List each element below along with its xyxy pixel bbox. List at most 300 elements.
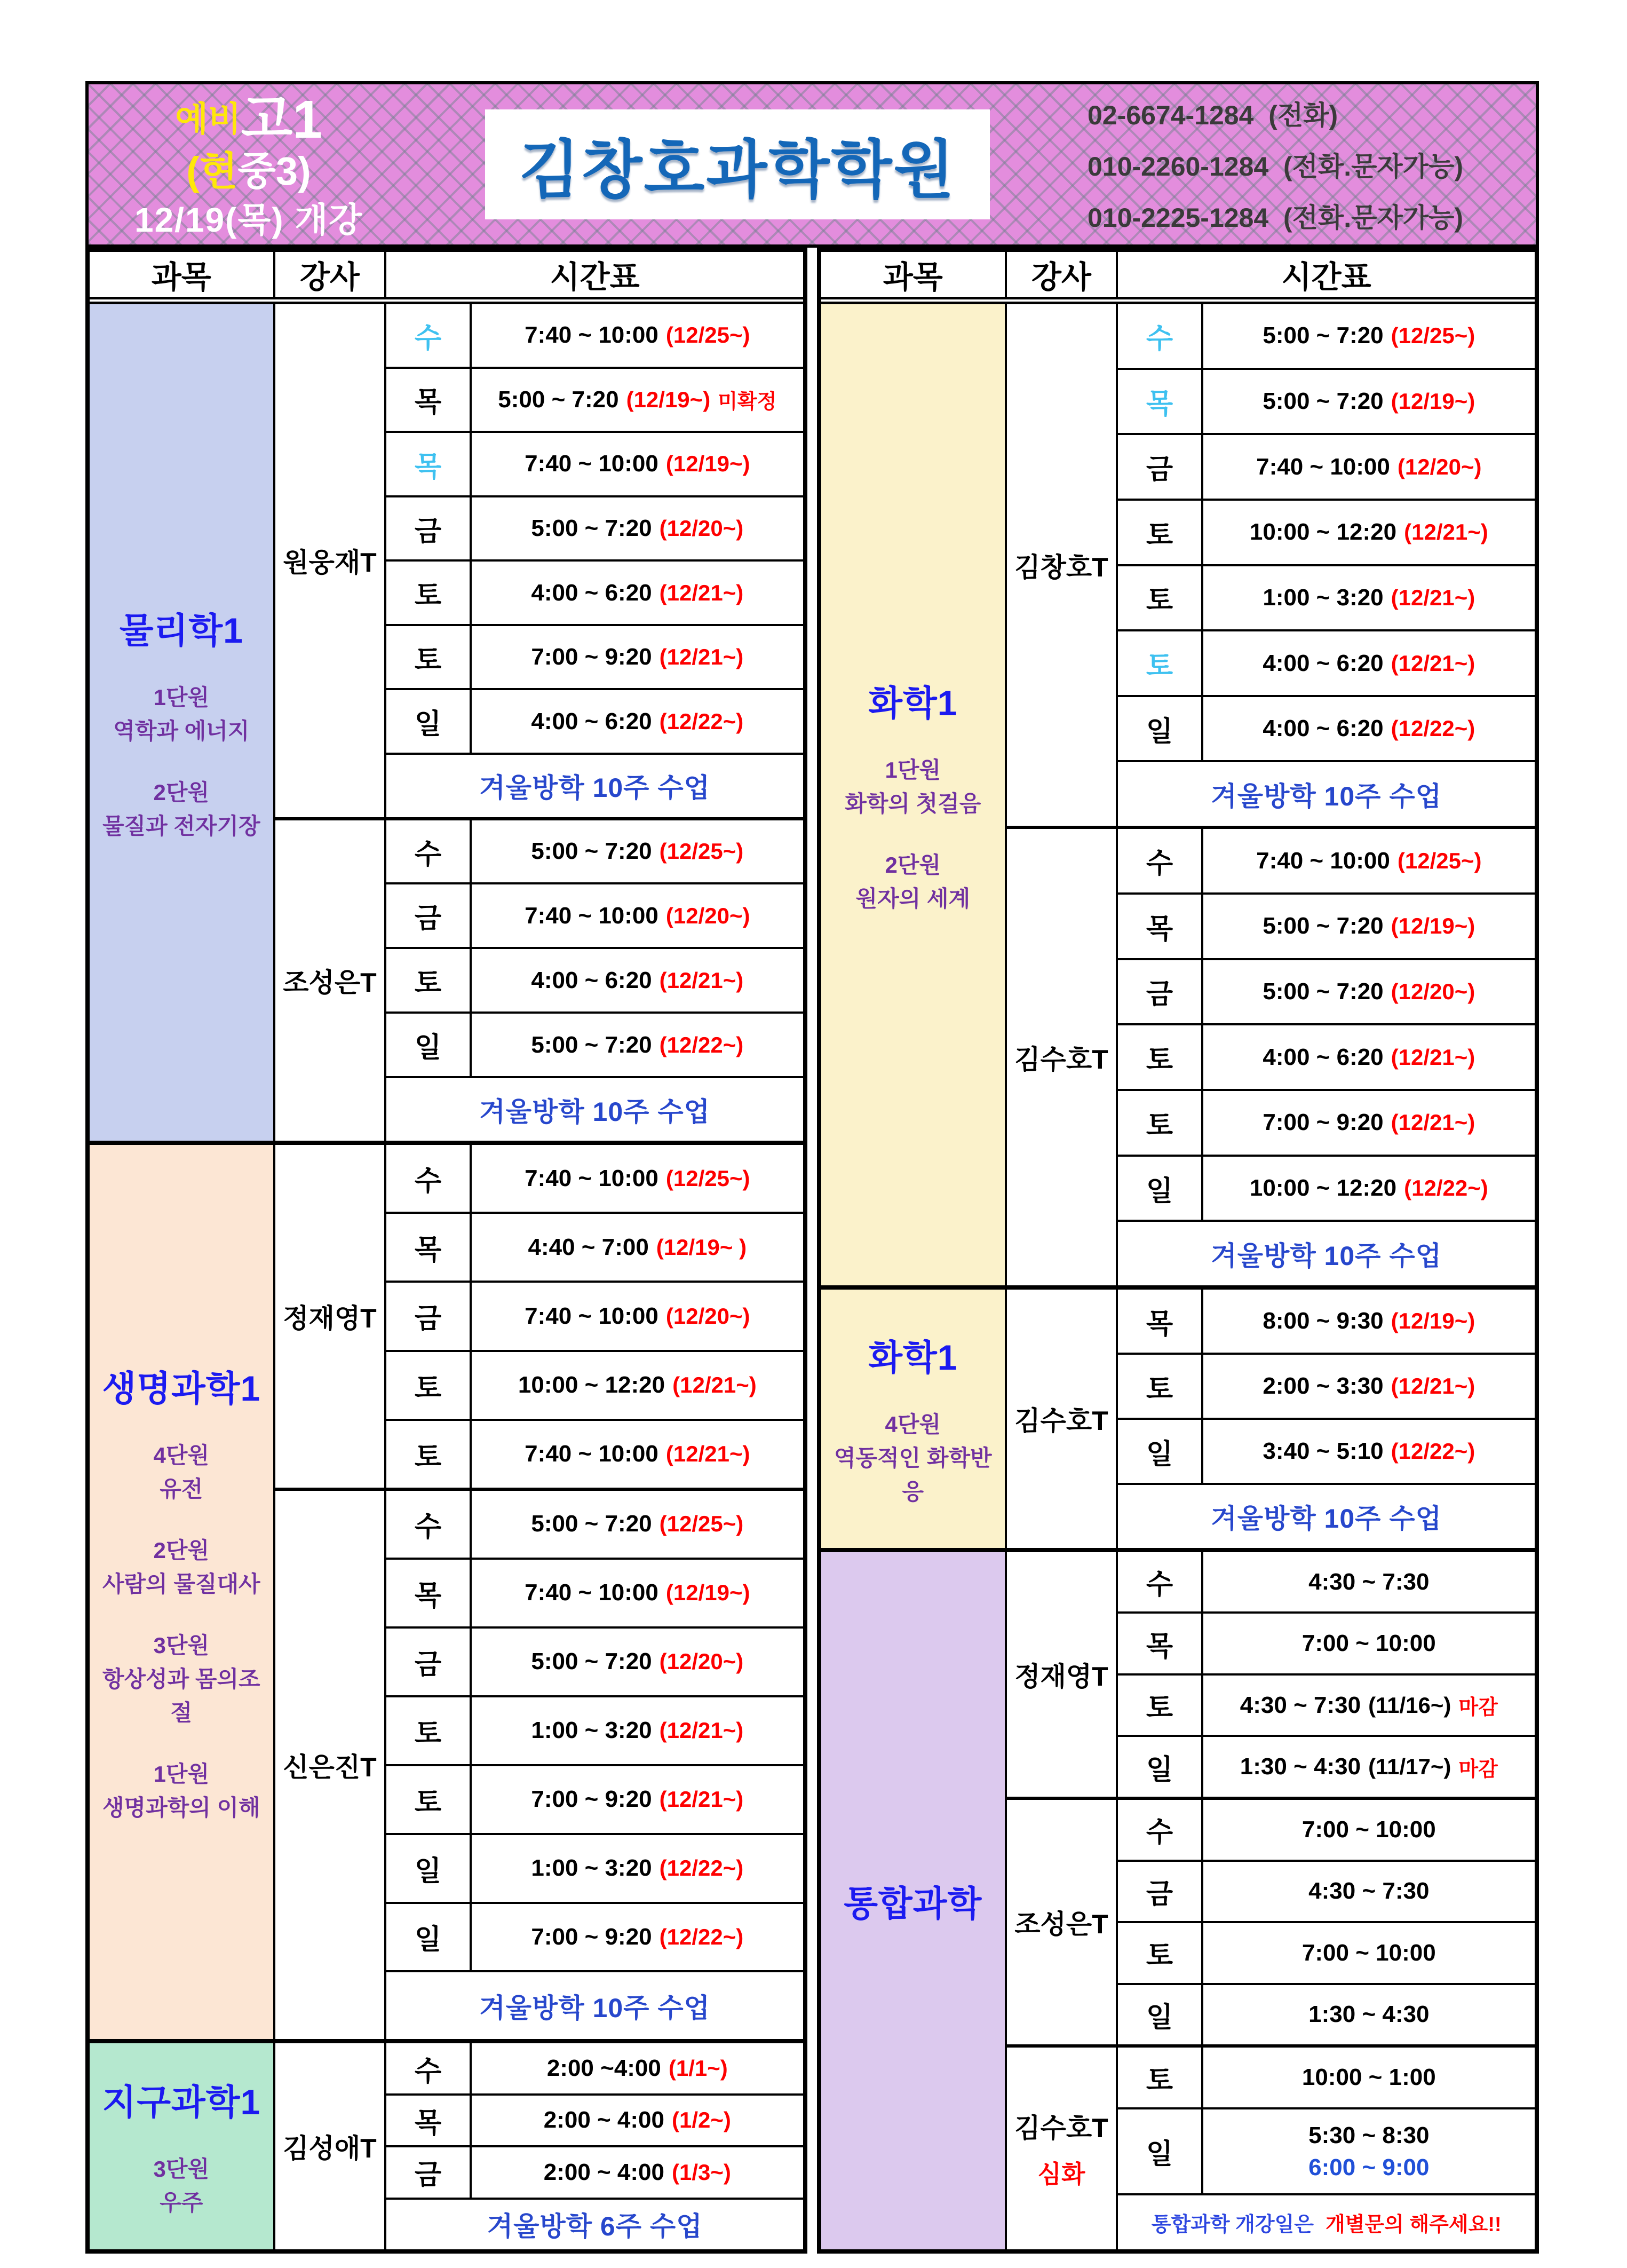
day-label: 토 (414, 968, 442, 999)
schedule-row (386, 949, 803, 1014)
time-cell (1203, 435, 1535, 499)
day-label: 금 (1146, 979, 1173, 1010)
subject-name: 지구과학1 (102, 2082, 261, 2122)
day-cell (1118, 1737, 1203, 1797)
day-cell (386, 1629, 471, 1695)
schedule-row (386, 626, 803, 691)
class-start-date: (12/20~) (1397, 454, 1482, 479)
time-cell (472, 1835, 803, 1902)
schedule-row (1118, 1091, 1535, 1157)
summary-row (1118, 1222, 1535, 1285)
day-label: 금 (414, 1303, 442, 1335)
subject-name: 통합과학 (844, 1884, 982, 1924)
day-cell (1118, 1614, 1203, 1673)
class-time: 7:40 ~ 10:00 (525, 1441, 658, 1467)
day-label: 일 (414, 1924, 442, 1956)
column-header-timetable: 시간표 (1281, 260, 1371, 295)
teacher-group (1007, 304, 1535, 829)
schedule-row (386, 1697, 803, 1766)
time-cell (472, 497, 803, 560)
summary-text: 겨울방학 10주 수업 (1211, 1240, 1442, 1271)
day-label: 목 (414, 1580, 442, 1611)
phone-note: (전화) (1268, 100, 1338, 130)
subject-unit (154, 1439, 210, 1506)
schedule-row (1118, 1290, 1535, 1355)
teacher-cell (1007, 2048, 1118, 2249)
class-time: 4:00 ~ 6:20 (1263, 650, 1384, 676)
teacher-name: 김수호T (1014, 1044, 1108, 1074)
unit-title: 사람의 물질대사 (102, 1571, 260, 1597)
schedule-rows (1118, 829, 1535, 1285)
time-cell (472, 884, 803, 947)
unit-title: 항상성과 몸의조절 (102, 1666, 260, 1725)
day-label: 일 (1146, 1175, 1173, 1207)
teacher-group (275, 1491, 803, 2039)
subject-unit (827, 1408, 999, 1508)
day-cell (386, 2043, 471, 2093)
day-cell (1118, 1800, 1203, 1860)
day-label: 토 (1146, 1373, 1173, 1405)
class-time: 10:00 ~ 12:20 (1249, 1175, 1397, 1202)
day-label: 수 (414, 2056, 442, 2087)
day-label: 토 (414, 1441, 442, 1473)
day-cell (386, 1352, 471, 1419)
schedule-row (1118, 1420, 1535, 1485)
subject-name: 화학1 (868, 1338, 958, 1378)
day-cell (1118, 1420, 1203, 1483)
time-cell (472, 2147, 803, 2197)
schedule-row (386, 1491, 803, 1560)
day-cell (1118, 370, 1203, 433)
time-cell (1203, 1737, 1535, 1797)
day-cell (386, 369, 471, 431)
schedule-row (386, 1352, 803, 1421)
teacher-cell (275, 820, 387, 1141)
time-cell (472, 1904, 803, 1971)
grade-sub-line (186, 149, 311, 194)
time-cell (472, 1697, 803, 1764)
schedule-row (386, 304, 803, 369)
summary-text: 겨울방학 10주 수업 (1211, 1503, 1442, 1534)
day-label: 금 (414, 516, 442, 547)
day-label: 목 (1146, 1308, 1173, 1340)
subject-cell (821, 1552, 1007, 2249)
time-cell (1203, 501, 1535, 564)
phone-line (1088, 94, 1536, 132)
day-cell (386, 2147, 471, 2197)
day-cell (386, 949, 471, 1011)
column-header-teacher: 강사 (1007, 252, 1118, 297)
class-time: 5:00 ~ 7:20 (531, 1031, 652, 1058)
class-time: 5:00 ~ 7:20 (1263, 322, 1384, 349)
class-time: 4:00 ~ 6:20 (1263, 1044, 1384, 1070)
note-row (1118, 2195, 1535, 2249)
time-cell (472, 1766, 803, 1833)
teacher-group (1007, 1800, 1535, 2048)
subject-unit (856, 848, 971, 915)
class-time: 4:40 ~ 7:00 (528, 1234, 649, 1260)
class-time: 4:00 ~ 6:20 (531, 967, 652, 993)
day-cell (1118, 1985, 1203, 2045)
schedule-row (386, 1145, 803, 1214)
time-cell (1203, 370, 1535, 433)
teacher-name: 김성애T (283, 2133, 377, 2164)
class-time: 7:40 ~ 10:00 (1256, 847, 1390, 874)
class-start-date: (12/19~) (626, 386, 711, 412)
day-label: 토 (1146, 2065, 1173, 2096)
schedule-row (386, 562, 803, 626)
day-cell (1118, 2048, 1203, 2107)
schedule-row (1118, 1737, 1535, 1797)
time-cell (472, 626, 803, 689)
class-time: 7:40 ~ 10:00 (525, 322, 658, 349)
column-header-timetable: 시간표 (550, 260, 640, 295)
class-start-date: (12/21~) (1391, 1373, 1475, 1399)
schedule-row (1118, 1862, 1535, 1924)
class-time: 4:00 ~ 6:20 (1263, 715, 1384, 742)
summary-text: 겨울방학 10주 수업 (479, 1993, 710, 2023)
timetable-right (817, 248, 1539, 2254)
opening-date: 12/19(목) 개강 (134, 200, 363, 239)
class-status-label: 마감 (1458, 1696, 1498, 1719)
day-cell (386, 1491, 471, 1558)
teacher-name: 원웅재T (283, 548, 377, 578)
summary-row (386, 1078, 803, 1141)
summary-cell (1118, 1485, 1535, 1548)
teacher-name: 신은진T (283, 1752, 377, 1782)
day-label: 토 (1146, 585, 1173, 617)
day-cell (386, 1014, 471, 1076)
schedule-row (386, 690, 803, 755)
class-time: 7:00 ~ 10:00 (1301, 1939, 1436, 1966)
time-cell (1203, 1985, 1535, 2045)
class-time: 2:00 ~ 3:30 (1263, 1373, 1384, 1400)
teacher-cell (1007, 304, 1118, 826)
day-label: 일 (1146, 1754, 1173, 1785)
schedule-rows (1118, 304, 1535, 826)
schedule-row (1118, 1923, 1535, 1985)
time-cell (472, 1145, 803, 1212)
day-label: 일 (414, 1032, 442, 1064)
schedule-row (1118, 697, 1535, 763)
summary-text: 겨울방학 10주 수업 (479, 773, 710, 803)
day-label: 목 (414, 387, 442, 418)
schedule-row (386, 1766, 803, 1835)
teacher-group (1007, 2048, 1535, 2249)
schedule-rows (1118, 1552, 1535, 1797)
day-cell (1118, 1157, 1203, 1220)
schedule-row (1118, 501, 1535, 566)
time-cell (1203, 2048, 1535, 2107)
teacher-group (1007, 1290, 1535, 1548)
subject-section (821, 304, 1535, 1290)
unit-label: 2단원 (885, 852, 941, 878)
day-cell (386, 562, 471, 624)
schedule-row (1118, 1157, 1535, 1222)
note-text-red: 개별문의 해주세요!! (1326, 2214, 1502, 2237)
time-cell (472, 1560, 803, 1626)
day-label: 토 (1146, 519, 1173, 551)
class-time: 8:00 ~ 9:30 (1263, 1308, 1384, 1334)
day-cell (386, 820, 471, 883)
unit-title: 유전 (160, 1476, 203, 1502)
class-time: 7:40 ~ 10:00 (525, 1165, 658, 1191)
day-cell (386, 1766, 471, 1833)
time-cell (1203, 2109, 1535, 2193)
day-label: 목 (414, 2107, 442, 2139)
class-time: 5:00 ~ 7:20 (1263, 978, 1384, 1005)
note-text-blue: 통합과학 개강일은 (1151, 2214, 1314, 2237)
teacher-name: 김창호T (1014, 552, 1108, 582)
class-time: 10:00 ~ 12:20 (1249, 519, 1397, 546)
class-start-date: (12/25~) (1397, 848, 1482, 873)
schedule-row (386, 884, 803, 949)
summary-row (1118, 762, 1535, 826)
schedule-row (386, 1014, 803, 1078)
class-time: 7:00 ~ 9:20 (531, 1923, 652, 1950)
day-cell (1118, 1552, 1203, 1612)
class-time: 5:00 ~ 7:20 (1263, 913, 1384, 939)
day-label: 일 (1146, 2139, 1173, 2170)
time-cell (1203, 1614, 1535, 1673)
time-cell (1203, 1157, 1535, 1220)
teacher-cell (1007, 1800, 1118, 2044)
class-status-label: 마감 (1458, 1758, 1498, 1781)
class-time: 7:00 ~ 9:20 (1263, 1109, 1384, 1136)
day-label: 목 (414, 451, 442, 483)
class-time: 7:40 ~ 10:00 (525, 902, 658, 929)
class-start-date: (12/19~ ) (656, 1234, 747, 1260)
teacher-name: 조성은T (283, 967, 377, 998)
tables-wrap (85, 248, 1539, 2254)
summary-row (386, 2200, 803, 2249)
schedule-row (386, 1560, 803, 1629)
teacher-cell (275, 304, 387, 817)
academy-name: 김창호과학학원 (519, 135, 956, 206)
unit-title: 생명과학의 이해 (102, 1795, 260, 1820)
schedule-row (1118, 1025, 1535, 1091)
class-time: 5:00 ~ 7:20 (1263, 388, 1384, 414)
day-cell (1118, 697, 1203, 761)
subject-section (90, 1145, 803, 2043)
time-cell (472, 949, 803, 1011)
teacher-name: 정재영T (283, 1303, 377, 1333)
summary-text: 겨울방학 10주 수업 (479, 1096, 710, 1127)
day-cell (1118, 435, 1203, 499)
summary-cell (1118, 1222, 1535, 1285)
teacher-name: 김수호T (1014, 1406, 1108, 1436)
time-cell (472, 562, 803, 624)
time-cell (472, 690, 803, 753)
teacher-group (1007, 1552, 1535, 1800)
unit-label: 1단원 (885, 757, 941, 783)
schedule-row (1118, 1614, 1535, 1676)
class-start-date: (12/21~) (1404, 519, 1488, 545)
time-cell (1203, 1091, 1535, 1155)
table-body (90, 304, 803, 2249)
subject-name: 물리학1 (119, 610, 243, 650)
class-start-date: (12/21~) (1391, 650, 1475, 676)
time-cell (472, 1629, 803, 1695)
schedule-row (1118, 829, 1535, 895)
day-cell (1118, 304, 1203, 368)
summary-cell (1118, 762, 1535, 826)
class-start-date: (12/21~) (1391, 1044, 1475, 1070)
subject-unit (102, 1534, 260, 1601)
day-label: 토 (414, 1372, 442, 1404)
class-time: 7:00 ~ 10:00 (1301, 1630, 1436, 1657)
class-start-date: (12/22~) (659, 1032, 744, 1057)
column-header-teacher: 강사 (275, 252, 387, 297)
schedule-row (386, 1214, 803, 1283)
teacher-name: 김수호T (1014, 2113, 1108, 2144)
day-cell (386, 304, 471, 367)
time-cell (1203, 1800, 1535, 1860)
time-cell (1203, 1862, 1535, 1922)
schedule-row (1118, 566, 1535, 632)
time-cell (1203, 697, 1535, 761)
unit-label: 3단원 (153, 1632, 210, 1658)
schedule-row (386, 820, 803, 885)
schedule-row (1118, 960, 1535, 1026)
subject-section (90, 2043, 803, 2249)
teacher-groups (275, 1145, 803, 2039)
schedule-row (1118, 1355, 1535, 1420)
unit-title: 화학의 첫걸음 (845, 791, 981, 816)
teacher-groups (1007, 1290, 1535, 1548)
phone-note: (전화.문자가능) (1283, 152, 1463, 181)
day-label: 수 (1146, 848, 1173, 880)
day-cell (1118, 895, 1203, 958)
teacher-group (275, 2043, 803, 2249)
class-start-date: (12/22~) (1391, 716, 1475, 741)
subject-cell (821, 1290, 1007, 1548)
class-start-date: (12/19~) (665, 451, 750, 477)
day-label: 목 (1146, 913, 1173, 945)
time-cell (1203, 631, 1535, 695)
schedule-row (386, 1629, 803, 1697)
schedule-rows (1118, 1800, 1535, 2044)
day-label: 토 (414, 1787, 442, 1818)
teacher-groups (275, 2043, 803, 2249)
class-start-date: (12/22~) (659, 708, 744, 734)
class-time: 5:30 ~ 8:30 (1308, 2122, 1430, 2149)
class-time: 1:00 ~ 3:20 (531, 1717, 652, 1744)
time-cell (1203, 1923, 1535, 1983)
summary-text: 겨울방학 6주 수업 (487, 2211, 703, 2242)
day-cell (1118, 960, 1203, 1024)
time-cell (472, 369, 803, 431)
class-time: 1:30 ~ 4:30 (1308, 2001, 1430, 2028)
class-start-date: (1/1~) (668, 2056, 728, 2081)
schedule-rows (386, 820, 803, 1141)
unit-label: 3단원 (153, 2156, 210, 2182)
schedule-row (386, 2043, 803, 2095)
day-cell (1118, 1676, 1203, 1735)
schedule-rows (386, 304, 803, 817)
class-time: 4:30 ~ 7:30 (1308, 1878, 1430, 1905)
class-start-date: (12/21~) (659, 967, 744, 993)
day-label: 금 (414, 903, 442, 935)
class-start-date: (12/25~) (659, 839, 744, 864)
class-start-date: (12/20~) (659, 516, 744, 541)
time-cell (1203, 566, 1535, 630)
teacher-cell (1007, 1552, 1118, 1797)
day-label: 금 (414, 1649, 442, 1680)
class-time: 7:40 ~ 10:00 (525, 451, 658, 477)
class-start-date: (12/25~) (665, 1165, 750, 1191)
class-time: 1:30 ~ 4:30 (1240, 1753, 1361, 1780)
day-label: 일 (414, 1855, 442, 1887)
day-label: 일 (1146, 2002, 1173, 2033)
class-start-date: (12/22~) (1391, 1439, 1475, 1464)
column-header-subject: 과목 (821, 252, 1007, 297)
unit-label: 4단원 (153, 1442, 210, 1468)
class-start-date: (12/19~) (1391, 1308, 1475, 1334)
class-time: 2:00 ~ 4:00 (543, 2107, 664, 2133)
teacher-cell (275, 1145, 387, 1488)
teacher-groups (1007, 304, 1535, 1285)
schedule-row (386, 1283, 803, 1352)
time-cell (472, 820, 803, 883)
class-start-date: (12/21~) (659, 1718, 744, 1743)
class-start-date: (1/3~) (672, 2159, 731, 2185)
phone-number: 02-6674-1284 (1088, 100, 1254, 130)
subject-unit (113, 681, 249, 748)
class-start-date: (12/21~) (659, 644, 744, 670)
day-cell (386, 1835, 471, 1902)
summary-row (386, 1972, 803, 2039)
class-start-date: (12/21~) (1391, 1110, 1475, 1135)
unit-title: 물질과 전자기장 (102, 813, 260, 839)
day-cell (386, 690, 471, 753)
schedule-row (1118, 1676, 1535, 1737)
subject-unit (154, 2152, 210, 2219)
class-time: 3:40 ~ 5:10 (1263, 1438, 1384, 1465)
class-time: 5:00 ~ 7:20 (531, 1511, 652, 1537)
subject-unit (102, 776, 260, 843)
class-time: 7:00 ~ 9:20 (531, 644, 652, 670)
class-start-date: (12/20~) (659, 1649, 744, 1674)
time-cell (1203, 1025, 1535, 1089)
table-header-row (90, 252, 803, 304)
time-cell (1203, 1552, 1535, 1612)
subject-name: 화학1 (868, 683, 958, 723)
day-label: 수 (1146, 323, 1173, 354)
class-time: 4:00 ~ 6:20 (531, 708, 652, 734)
class-time: 1:00 ~ 3:20 (531, 1855, 652, 1882)
class-time: 2:00 ~ 4:00 (543, 2159, 664, 2185)
class-start-date: (12/20~) (665, 903, 750, 928)
unit-label: 1단원 (153, 1761, 210, 1787)
teacher-group (275, 820, 803, 1141)
table-body (821, 304, 1535, 2249)
class-start-date: (12/20~) (1391, 978, 1475, 1004)
time-cell (472, 2043, 803, 2093)
subject-cell (90, 2043, 275, 2249)
teacher-groups (275, 304, 803, 1141)
phone-block (1066, 94, 1536, 235)
day-label: 토 (1146, 1045, 1173, 1076)
unit-title: 역동적인 화학반응 (834, 1445, 992, 1505)
day-cell (386, 1214, 471, 1281)
schedule-row (386, 369, 803, 433)
class-start-date: (12/20~) (665, 1303, 750, 1329)
schedule-row (1118, 895, 1535, 960)
day-label: 수 (1146, 1817, 1173, 1848)
day-cell (1118, 1862, 1203, 1922)
schedule-row (386, 433, 803, 497)
